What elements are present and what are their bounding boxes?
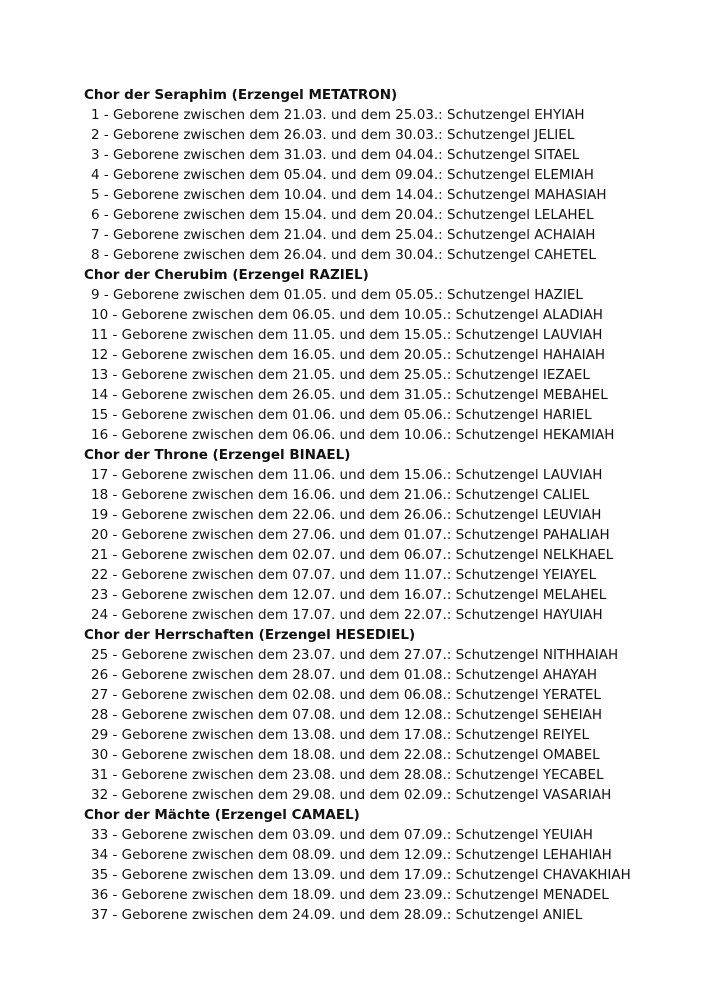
choir-section xyxy=(0,445,706,625)
angel-entry: 26 - Geborene zwischen dem 28.07. und dem 01.08.: Schutzengel AHAYAH xyxy=(91,667,598,683)
choir-section xyxy=(0,625,706,805)
angel-entry: 5 - Geborene zwischen dem 10.04. und dem 14.04.: Schutzengel MAHASIAH xyxy=(91,187,607,203)
angel-list xyxy=(0,645,706,805)
angel-entry: 14 - Geborene zwischen dem 26.05. und dem 31.05.: Schutzengel MEBAHEL xyxy=(91,387,608,403)
angel-list xyxy=(0,825,706,925)
choir-heading: Chor der Mächte (Erzengel CAMAEL) xyxy=(84,807,360,823)
angel-entry: 1 - Geborene zwischen dem 21.03. und dem 25.03.: Schutzengel EHYIAH xyxy=(91,107,585,123)
angel-entry: 3 - Geborene zwischen dem 31.03. und dem 04.04.: Schutzengel SITAEL xyxy=(91,147,580,163)
document-body xyxy=(0,85,706,925)
angel-entry: 13 - Geborene zwischen dem 21.05. und dem 25.05.: Schutzengel IEZAEL xyxy=(91,367,590,383)
angel-entry: 23 - Geborene zwischen dem 12.07. und dem 16.07.: Schutzengel MELAHEL xyxy=(91,587,607,603)
angel-list xyxy=(0,105,706,265)
angel-entry: 19 - Geborene zwischen dem 22.06. und dem 26.06.: Schutzengel LEUVIAH xyxy=(91,507,602,523)
angel-entry: 24 - Geborene zwischen dem 17.07. und dem 22.07.: Schutzengel HAYUIAH xyxy=(91,607,603,623)
angel-entry: 34 - Geborene zwischen dem 08.09. und dem 12.09.: Schutzengel LEHAHIAH xyxy=(91,847,612,863)
angel-entry: 12 - Geborene zwischen dem 16.05. und dem 20.05.: Schutzengel HAHAIAH xyxy=(91,347,606,363)
angel-entry: 20 - Geborene zwischen dem 27.06. und dem 01.07.: Schutzengel PAHALIAH xyxy=(91,527,610,543)
angel-entry: 22 - Geborene zwischen dem 07.07. und dem 11.07.: Schutzengel YEIAYEL xyxy=(91,567,597,583)
angel-entry: 8 - Geborene zwischen dem 26.04. und dem 30.04.: Schutzengel CAHETEL xyxy=(91,247,596,263)
angel-entry: 16 - Geborene zwischen dem 06.06. und dem 10.06.: Schutzengel HEKAMIAH xyxy=(91,427,615,443)
angel-entry: 10 - Geborene zwischen dem 06.05. und dem 10.05.: Schutzengel ALADIAH xyxy=(91,307,603,323)
choir-section xyxy=(0,85,706,265)
angel-entry: 7 - Geborene zwischen dem 21.04. und dem 25.04.: Schutzengel ACHAIAH xyxy=(91,227,596,243)
angel-entry: 30 - Geborene zwischen dem 18.08. und dem 22.08.: Schutzengel OMABEL xyxy=(91,747,600,763)
angel-entry: 25 - Geborene zwischen dem 23.07. und dem 27.07.: Schutzengel NITHHAIAH xyxy=(91,647,619,663)
angel-list xyxy=(0,465,706,625)
angel-entry: 35 - Geborene zwischen dem 13.09. und dem 17.09.: Schutzengel CHAVAKHIAH xyxy=(91,867,631,883)
angel-entry: 27 - Geborene zwischen dem 02.08. und dem 06.08.: Schutzengel YERATEL xyxy=(91,687,601,703)
angel-entry: 6 - Geborene zwischen dem 15.04. und dem 20.04.: Schutzengel LELAHEL xyxy=(91,207,594,223)
choir-heading: Chor der Throne (Erzengel BINAEL) xyxy=(84,447,351,463)
angel-entry: 18 - Geborene zwischen dem 16.06. und dem 21.06.: Schutzengel CALIEL xyxy=(91,487,590,503)
angel-entry: 2 - Geborene zwischen dem 26.03. und dem 30.03.: Schutzengel JELIEL xyxy=(91,127,575,143)
angel-entry: 33 - Geborene zwischen dem 03.09. und dem 07.09.: Schutzengel YEUIAH xyxy=(91,827,593,843)
angel-entry: 28 - Geborene zwischen dem 07.08. und dem 12.08.: Schutzengel SEHEIAH xyxy=(91,707,603,723)
angel-entry: 32 - Geborene zwischen dem 29.08. und dem 02.09.: Schutzengel VASARIAH xyxy=(91,787,612,803)
angel-entry: 17 - Geborene zwischen dem 11.06. und dem 15.06.: Schutzengel LAUVIAH xyxy=(91,467,603,483)
angel-entry: 31 - Geborene zwischen dem 23.08. und dem 28.08.: Schutzengel YECABEL xyxy=(91,767,604,783)
choir-heading: Chor der Herrschaften (Erzengel HESEDIEL) xyxy=(84,627,416,643)
choir-section xyxy=(0,265,706,445)
angel-entry: 4 - Geborene zwischen dem 05.04. und dem 09.04.: Schutzengel ELEMIAH xyxy=(91,167,594,183)
choir-heading: Chor der Seraphim (Erzengel METATRON) xyxy=(84,87,398,103)
angel-entry: 36 - Geborene zwischen dem 18.09. und dem 23.09.: Schutzengel MENADEL xyxy=(91,887,609,903)
angel-list xyxy=(0,285,706,445)
choir-heading: Chor der Cherubim (Erzengel RAZIEL) xyxy=(84,267,369,283)
choir-section xyxy=(0,805,706,925)
angel-entry: 15 - Geborene zwischen dem 01.06. und dem 05.06.: Schutzengel HARIEL xyxy=(91,407,592,423)
angel-entry: 29 - Geborene zwischen dem 13.08. und dem 17.08.: Schutzengel REIYEL xyxy=(91,727,590,743)
angel-entry: 11 - Geborene zwischen dem 11.05. und dem 15.05.: Schutzengel LAUVIAH xyxy=(91,327,603,343)
angel-entry: 21 - Geborene zwischen dem 02.07. und dem 06.07.: Schutzengel NELKHAEL xyxy=(91,547,614,563)
angel-entry: 9 - Geborene zwischen dem 01.05. und dem 05.05.: Schutzengel HAZIEL xyxy=(91,287,583,303)
angel-entry: 37 - Geborene zwischen dem 24.09. und dem 28.09.: Schutzengel ANIEL xyxy=(91,907,583,923)
